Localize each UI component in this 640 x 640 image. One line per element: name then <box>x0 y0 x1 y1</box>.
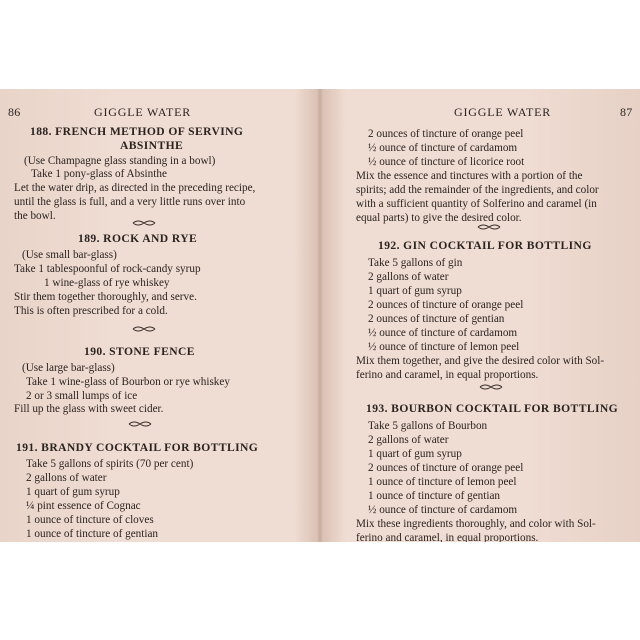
recipe-line: 1 ounce of tincture of gentian <box>368 490 501 502</box>
recipe-line: 2 or 3 small lumps of ice <box>26 390 138 402</box>
recipe-line: This is often prescribed for a cold. <box>14 305 168 317</box>
divider-ornament <box>127 420 153 428</box>
left-page <box>0 89 320 542</box>
recipe-line: 2 ounces of tincture of gentian <box>368 313 505 325</box>
recipe-line: Mix these ingredients thoroughly, and color with Sol- <box>356 518 596 530</box>
recipe-title: 192. GIN COCKTAIL FOR BOTTLING <box>378 239 592 252</box>
recipe-line: Take 5 gallons of gin <box>368 257 463 269</box>
recipe-line: 2 gallons of water <box>26 472 107 484</box>
recipe-line: the bowl. <box>14 210 56 222</box>
recipe-line: (Use large bar-glass) <box>22 362 115 374</box>
recipe-line: ½ ounce of tincture of cardamom <box>368 327 518 339</box>
recipe-line: spirits; add the remainder of the ingredients, and color <box>356 184 599 196</box>
recipe-line: Mix the essence and tinctures with a portion of the <box>356 170 583 182</box>
recipe-line: (Use small bar-glass) <box>22 249 117 261</box>
recipe-line: 1 quart of gum syrup <box>26 486 120 498</box>
divider-ornament <box>476 223 502 231</box>
recipe-line: Stir them together thoroughly, and serve. <box>14 291 197 303</box>
recipe-line: Take 5 gallons of spirits (70 per cent) <box>26 458 194 470</box>
recipe-line: 1 quart of gum syrup <box>368 285 462 297</box>
recipe-title: 189. ROCK AND RYE <box>78 232 198 245</box>
recipe-line: 2 gallons of water <box>368 271 449 283</box>
page-number: 86 <box>8 105 21 119</box>
recipe-line: 1 ounce of tincture of cloves <box>26 514 154 526</box>
recipe-line: ferino and caramel, in equal proportions. <box>356 532 539 542</box>
book-spread <box>0 89 640 542</box>
divider-ornament <box>131 325 157 333</box>
recipe-line: Fill up the glass with sweet cider. <box>14 403 164 415</box>
recipe-line: 1 quart of gum syrup <box>368 448 462 460</box>
recipe-title: 190. STONE FENCE <box>84 345 195 358</box>
recipe-line: 2 gallons of water <box>368 434 449 446</box>
recipe-line: 1 ounce of tincture of lemon peel <box>368 476 517 488</box>
recipe-line: with a sufficient quantity of Solferino and caramel (in <box>356 198 597 210</box>
recipe-line: 1 wine-glass of rye whiskey <box>44 277 170 289</box>
recipe-line: ferino and caramel, in equal proportions. <box>356 369 539 381</box>
running-head: GIGGLE WATER <box>94 105 192 119</box>
running-head: GIGGLE WATER <box>454 105 552 119</box>
recipe-line: ½ ounce of tincture of lemon peel <box>368 341 520 353</box>
recipe-title: 188. FRENCH METHOD OF SERVING <box>30 125 244 138</box>
recipe-line: (Use Champagne glass standing in a bowl) <box>24 155 216 167</box>
recipe-line: ½ ounce of tincture of cardamom <box>368 142 518 154</box>
recipe-line: ¼ pint essence of Cognac <box>26 500 141 512</box>
recipe-title: ABSINTHE <box>120 139 184 152</box>
recipe-title: 193. BOURBON COCKTAIL FOR BOTTLING <box>366 402 619 415</box>
recipe-line: Let the water drip, as directed in the preceding recipe, <box>14 182 256 194</box>
recipe-line: Take 5 gallons of Bourbon <box>368 420 488 432</box>
recipe-line: Take 1 pony-glass of Absinthe <box>31 168 167 180</box>
recipe-line: 2 ounces of tincture of orange peel <box>368 462 524 474</box>
recipe-line: 1 ounce of tincture of gentian <box>26 528 159 540</box>
recipe-line: until the glass is full, and a very little runs over into <box>14 196 246 208</box>
recipe-line: Take 1 tablespoonful of rock-candy syrup <box>14 263 201 275</box>
page-number: 87 <box>620 105 633 119</box>
recipe-line: ½ ounce of tincture of cardamom <box>368 504 518 516</box>
recipe-title: 191. BRANDY COCKTAIL FOR BOTTLING <box>16 441 259 454</box>
recipe-line: 2 ounces of tincture of orange peel <box>368 299 524 311</box>
divider-ornament <box>131 219 157 227</box>
recipe-line: Take 1 wine-glass of Bourbon or rye whiskey <box>26 376 230 388</box>
recipe-line: Mix them together, and give the desired color with Sol- <box>356 355 605 367</box>
recipe-line: 2 ounces of tincture of orange peel <box>368 128 524 140</box>
recipe-line: ½ ounce of tincture of licorice root <box>368 156 525 168</box>
recipe-line: equal parts) to give the desired color. <box>356 212 522 224</box>
right-page <box>320 89 640 542</box>
divider-ornament <box>478 383 504 391</box>
